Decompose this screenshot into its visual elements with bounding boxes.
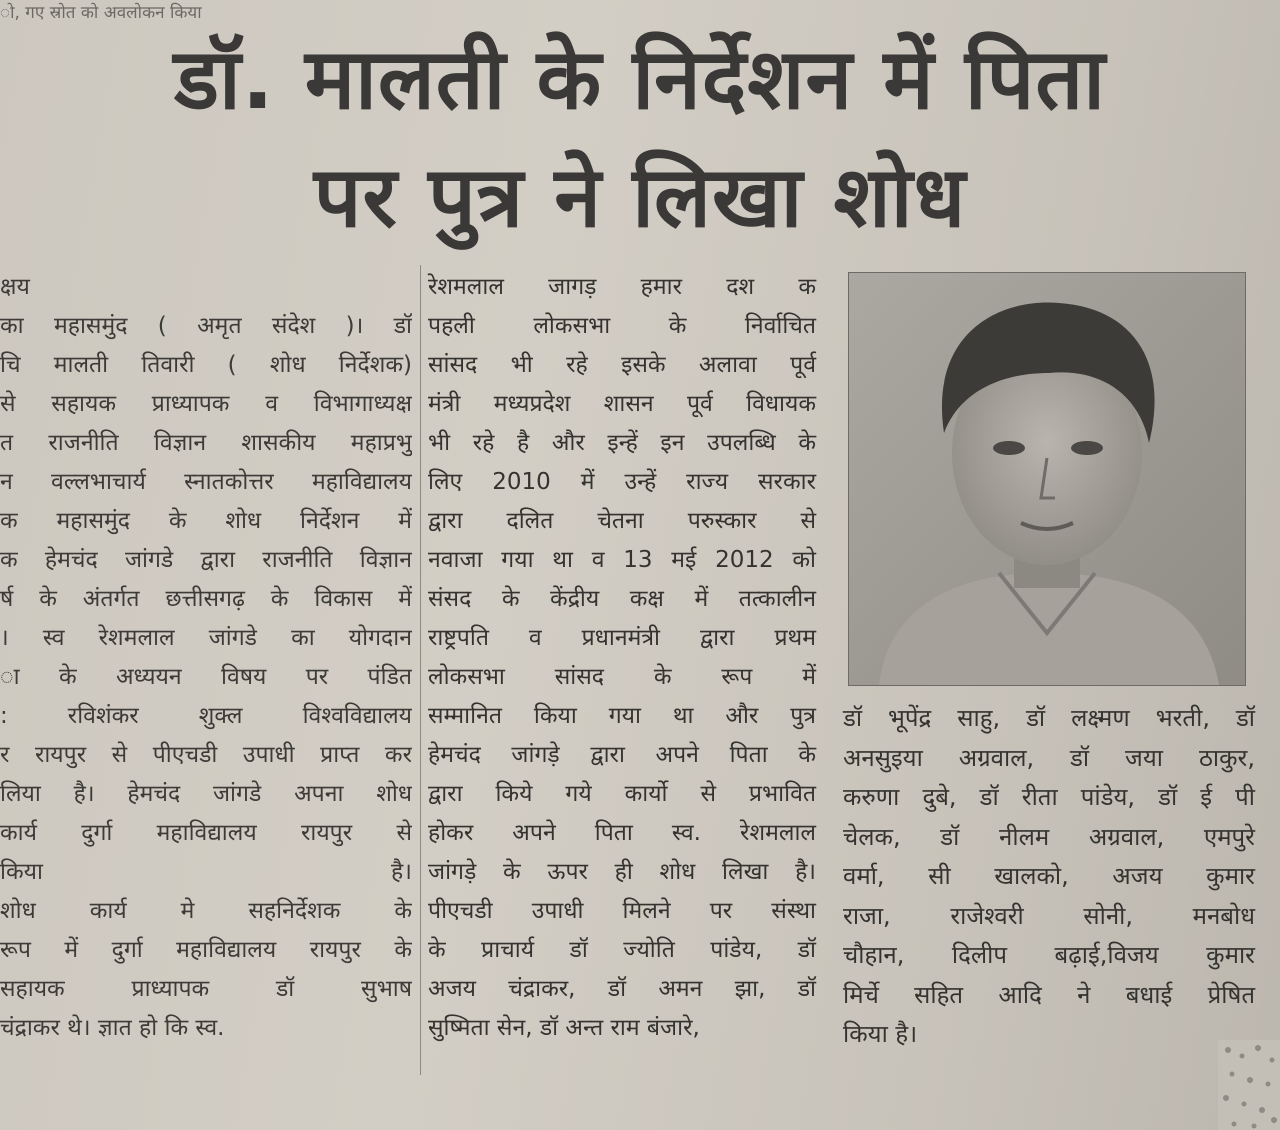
middle-column-line: पीएचडी उपाधी मिलने पर संस्था [428,898,816,924]
middle-column-line: सम्मानित किया गया था और पुत्र [428,703,816,729]
middle-column [428,268,816,1048]
middle-column-line: संसद के केंद्रीय कक्ष में तत्कालीन [428,586,816,612]
middle-column-line: पहली लोकसभा के निर्वाचित [428,313,816,339]
portrait-figure [849,273,1245,685]
middle-column-line: लोकसभा सांसद के रूप में [428,664,816,690]
middle-column-line: जांगड़े के ऊपर ही शोध लिखा है। [428,859,816,885]
middle-column-line: सुष्मिता सेन, डॉ अन्त राम बंजारे, [428,1015,700,1041]
middle-column-line: राष्ट्रपति व प्रधानमंत्री द्वारा प्रथम [428,625,816,651]
headline [40,20,1240,256]
middle-column-line: होकर अपने पिता स्व. रेशमलाल [428,820,816,846]
left-column-line: चंद्राकर थे। ज्ञात हो कि स्व. [0,1015,225,1041]
left-column-line: न वल्लभाचार्य स्नातकोत्तर महाविद्यालय [0,469,412,495]
middle-column-line: लिए 2010 में उन्हें राज्य सरकार [428,469,816,495]
left-column-line: किया है। [0,859,412,885]
left-column-line: सहायक प्राध्यापक डॉ सुभाष [0,976,412,1002]
headline-line-2: पर पुत्र ने लिखा शोध [313,148,967,246]
middle-column-line: रेशमलाल जागड़ हमार दश क [428,274,816,300]
left-column-line: । स्व रेशमलाल जांगडे का योगदान [0,625,412,651]
headline-line-1: डॉ. मालती के निर्देशन में पिता [174,30,1106,128]
right-column-line: करुणा दुबे, डॉ रीता पांडेय, डॉ ई पी [843,783,1255,811]
left-column-line: से सहायक प्राध्यापक व विभागाध्यक्ष [0,391,412,417]
right-column-line: चेलक, डॉ नीलम अग्रवाल, एमपुरे [843,822,1255,851]
middle-column-line: भी रहे है और इन्हें इन उपलब्धि के [428,430,816,456]
middle-column-line: द्वारा किये गये कार्यो से प्रभावित [428,781,816,807]
left-column-line: चि मालती तिवारी ( शोध निर्देशक) [0,352,412,378]
left-column-line: क्षय [0,274,30,300]
right-column-line: डॉ भूपेंद्र साहु, डॉ लक्ष्मण भरती, डॉ [843,704,1255,732]
right-column-line: किया है। [843,1020,918,1048]
right-column-line: अनसुइया अग्रवाल, डॉ जया ठाकुर, [843,743,1255,772]
middle-column-line: मंत्री मध्यप्रदेश शासन पूर्व विधायक [428,391,816,417]
middle-column-line: द्वारा दलित चेतना परुस्कार से [428,508,816,534]
left-column-line: र्ष के अंतर्गत छत्तीसगढ़ के विकास में [0,586,412,612]
left-column-line: रूप में दुर्गा महाविद्यालय रायपुर के [0,937,412,963]
middle-column-line: नवाजा गया था व 13 मई 2012 को [428,547,816,573]
middle-column-line: अजय चंद्राकर, डॉ अमन झा, डॉ [428,976,816,1002]
top-strip-text: ो, गए स्रोत को अवलोकन किया [0,3,202,22]
left-column-line: क हेमचंद जांगडे द्वारा राजनीति विज्ञान [0,547,412,573]
left-column-line: : रविशंकर शुक्ल विश्वविद्यालय [0,703,412,729]
left-column [0,268,412,1048]
middle-column-line: के प्राचार्य डॉ ज्योति पांडेय, डॉ [428,937,816,963]
column-divider [420,265,421,1075]
right-column-line: राजा, राजेश्वरी सोनी, मनबोध [843,901,1255,930]
right-column [843,699,1255,1055]
portrait-photo [848,272,1246,686]
left-column-line: कार्य दुर्गा महाविद्यालय रायपुर से [0,820,412,846]
left-column-line: त राजनीति विज्ञान शासकीय महाप्रभु [0,430,412,456]
middle-column-line: हेमचंद जांगड़े द्वारा अपने पिता के [428,742,816,768]
left-column-line: क महासमुंद के शोध निर्देशन में [0,508,412,534]
left-column-line: का महासमुंद ( अमृत संदेश )। डॉ [0,313,412,339]
right-column-line: मिर्चे सहित आदि ने बधाई प्रेषित [843,980,1255,1009]
left-column-line: लिया है। हेमचंद जांगडे अपना शोध [0,781,412,807]
left-column-line: ा के अध्ययन विषय पर पंडित [0,664,412,690]
left-column-line: शोध कार्य मे सहनिर्देशक के [0,898,412,924]
right-column-line: वर्मा, सी खालको, अजय कुमार [843,862,1255,890]
stamp-pattern-mark [1218,1040,1280,1130]
left-column-line: र रायपुर से पीएचडी उपाधी प्राप्त कर [0,742,412,768]
right-column-line: चौहान, दिलीप बढ़ाई,विजय कुमार [843,941,1255,969]
middle-column-line: सांसद भी रहे इसके अलावा पूर्व [428,352,816,378]
